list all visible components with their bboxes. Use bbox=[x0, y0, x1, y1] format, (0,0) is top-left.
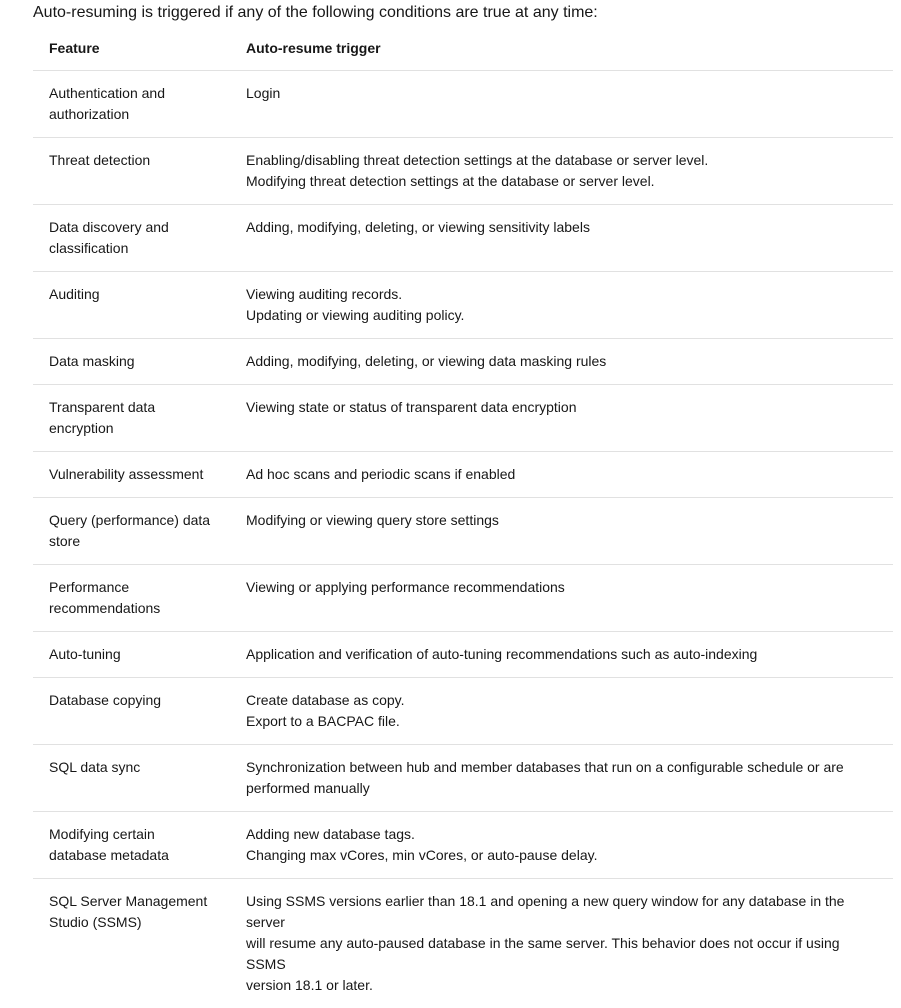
column-header-trigger: Auto-resume trigger bbox=[230, 26, 893, 71]
feature-cell: Authentication and authorization bbox=[33, 71, 230, 138]
trigger-cell: Viewing state or status of transparent data encryption bbox=[230, 385, 893, 452]
table-row bbox=[33, 272, 893, 339]
feature-cell: Database copying bbox=[33, 678, 230, 745]
feature-cell: Transparent data encryption bbox=[33, 385, 230, 452]
feature-cell: Auto-tuning bbox=[33, 632, 230, 678]
table-row bbox=[33, 632, 893, 678]
feature-cell: Vulnerability assessment bbox=[33, 452, 230, 498]
table-row bbox=[33, 138, 893, 205]
table-row bbox=[33, 385, 893, 452]
feature-cell: Threat detection bbox=[33, 138, 230, 205]
feature-cell: Data masking bbox=[33, 339, 230, 385]
trigger-cell: Viewing auditing records. Updating or viewing auditing policy. bbox=[230, 272, 893, 339]
trigger-cell: Ad hoc scans and periodic scans if enabled bbox=[230, 452, 893, 498]
table-row bbox=[33, 812, 893, 879]
table-row bbox=[33, 452, 893, 498]
table-row bbox=[33, 205, 893, 272]
trigger-cell: Create database as copy. Export to a BACPAC file. bbox=[230, 678, 893, 745]
trigger-cell: Synchronization between hub and member databases that run on a configurable schedule or are performed manually bbox=[230, 745, 893, 812]
feature-cell: SQL Server Management Studio (SSMS) bbox=[33, 879, 230, 1008]
trigger-cell: Application and verification of auto-tuning recommendations such as auto-indexing bbox=[230, 632, 893, 678]
trigger-cell: Adding, modifying, deleting, or viewing data masking rules bbox=[230, 339, 893, 385]
column-header-feature: Feature bbox=[33, 26, 230, 71]
feature-cell: Auditing bbox=[33, 272, 230, 339]
feature-cell: Data discovery and classification bbox=[33, 205, 230, 272]
feature-cell: SQL data sync bbox=[33, 745, 230, 812]
feature-cell: Modifying certain database metadata bbox=[33, 812, 230, 879]
table-row bbox=[33, 678, 893, 745]
feature-cell: Query (performance) data store bbox=[33, 498, 230, 565]
feature-cell: Performance recommendations bbox=[33, 565, 230, 632]
trigger-cell: Using SSMS versions earlier than 18.1 and opening a new query window for any database in the server will resume any auto-paused database in the same server. This behavior does not occur if using SSMS version 18.1 or later. bbox=[230, 879, 893, 1008]
trigger-cell: Adding, modifying, deleting, or viewing sensitivity labels bbox=[230, 205, 893, 272]
trigger-cell: Login bbox=[230, 71, 893, 138]
table-row bbox=[33, 745, 893, 812]
table-row bbox=[33, 339, 893, 385]
table-row bbox=[33, 71, 893, 138]
trigger-cell: Enabling/disabling threat detection settings at the database or server level. Modifying threat detection settings at the database or server level. bbox=[230, 138, 893, 205]
intro-paragraph: Auto-resuming is triggered if any of the following conditions are true at any time: bbox=[33, 3, 598, 23]
table-header-row bbox=[33, 26, 893, 71]
table-row bbox=[33, 498, 893, 565]
trigger-cell: Adding new database tags. Changing max vCores, min vCores, or auto-pause delay. bbox=[230, 812, 893, 879]
auto-resume-triggers-table bbox=[33, 26, 893, 1008]
table-row bbox=[33, 565, 893, 632]
trigger-cell: Modifying or viewing query store settings bbox=[230, 498, 893, 565]
table-row bbox=[33, 879, 893, 1008]
trigger-cell: Viewing or applying performance recommendations bbox=[230, 565, 893, 632]
